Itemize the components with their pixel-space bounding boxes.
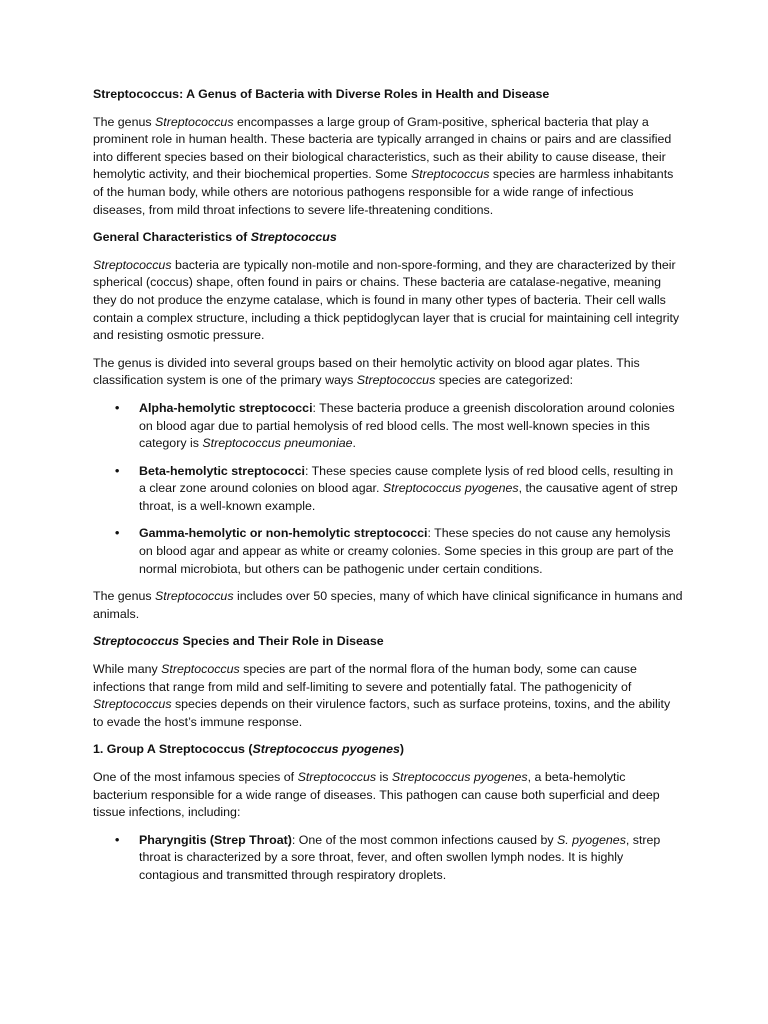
group-a-paragraph: One of the most infamous species of Streptococcus is Streptococcus pyogenes, a beta-hemolytic bacterium responsible for a wide range of diseases. This pathogen can cause both superficial and deep tissue infections, including: — [93, 770, 660, 820]
general-characteristics-heading: General Characteristics of Streptococcus — [93, 230, 337, 245]
bullet-icon: • — [115, 400, 120, 415]
hemolysis-list — [93, 400, 683, 578]
list-item-alpha: • Alpha-hemolytic streptococci: These bacteria produce a greenish discoloration around colonies on blood agar due to partial hemolysis of red blood cells. The most well-known species in this category is Streptococcus pneumoniae. — [115, 400, 675, 451]
bullet-icon: • — [115, 526, 120, 541]
document-title: Streptococcus: A Genus of Bacteria with Diverse Roles in Health and Disease — [93, 87, 550, 101]
bullet-icon: • — [115, 463, 120, 478]
intro-paragraph: The genus Streptococcus encompasses a large group of Gram-positive, spherical bacteria that play a prominent role in human health. These bacteria are typically arranged in chains or pairs and are classified into different species based on their biological characteristics, such as their ability to cause disease, their hemolytic activity, and their biochemical properties. Some Streptococcus species are harmless inhabitants of the human body, while others are notorious pathogens responsible for a wide range of infectious diseases, from mild throat infections to severe life-threatening conditions. — [93, 114, 674, 217]
group-a-infections-list — [93, 832, 683, 885]
list-item-gamma: • Gamma-hemolytic or non-hemolytic streptococci: These species do not cause any hemolysis on blood agar and appear as white or creamy colonies. Some species in this group are part of the normal microbiota, but others can be pathogenic under certain conditions. — [115, 526, 674, 576]
species-count-paragraph: The genus Streptococcus includes over 50 species, many of which have clinical significance in humans and animals. — [93, 589, 683, 621]
list-item-beta: • Beta-hemolytic streptococci: These species cause complete lysis of red blood cells, resulting in a clear zone around colonies on blood agar. Streptococcus pyogenes, the causative agent of strep throat, is a well-known example. — [115, 463, 678, 513]
classification-paragraph: The genus is divided into several groups based on their hemolytic activity on blood agar plates. This classification system is one of the primary ways Streptococcus species are categorized: — [93, 355, 640, 388]
disease-role-heading: Streptococcus Species and Their Role in Disease — [93, 634, 384, 649]
document-body — [93, 86, 683, 895]
list-item-pharyngitis: • Pharyngitis (Strep Throat): One of the most common infections caused by S. pyogenes, strep throat is characterized by a sore throat, fever, and often swollen lymph nodes. It is highly contagious and transmitted through respiratory droplets. — [115, 832, 661, 882]
bullet-icon: • — [115, 832, 120, 847]
disease-role-paragraph: While many Streptococcus species are part of the normal flora of the human body, some can cause infections that range from mild and self-limiting to severe and potentially fatal. The pathogenicity of Streptococcus species depends on their virulence factors, such as surface proteins, toxins, and the ability to evade the host’s immune response. — [93, 662, 671, 729]
group-a-heading: 1. Group A Streptococcus (Streptococcus pyogenes) — [93, 742, 404, 757]
general-characteristics-paragraph: Streptococcus bacteria are typically non-motile and non-spore-forming, and they are characterized by their spherical (coccus) shape, often found in pairs or chains. These bacteria are catalase-negative, meaning they do not produce the enzyme catalase, which is found in many other types of bacteria. Their cell walls contain a complex structure, including a thick peptidoglycan layer that is crucial for maintaining cell integrity and resisting osmotic pressure. — [93, 257, 680, 343]
